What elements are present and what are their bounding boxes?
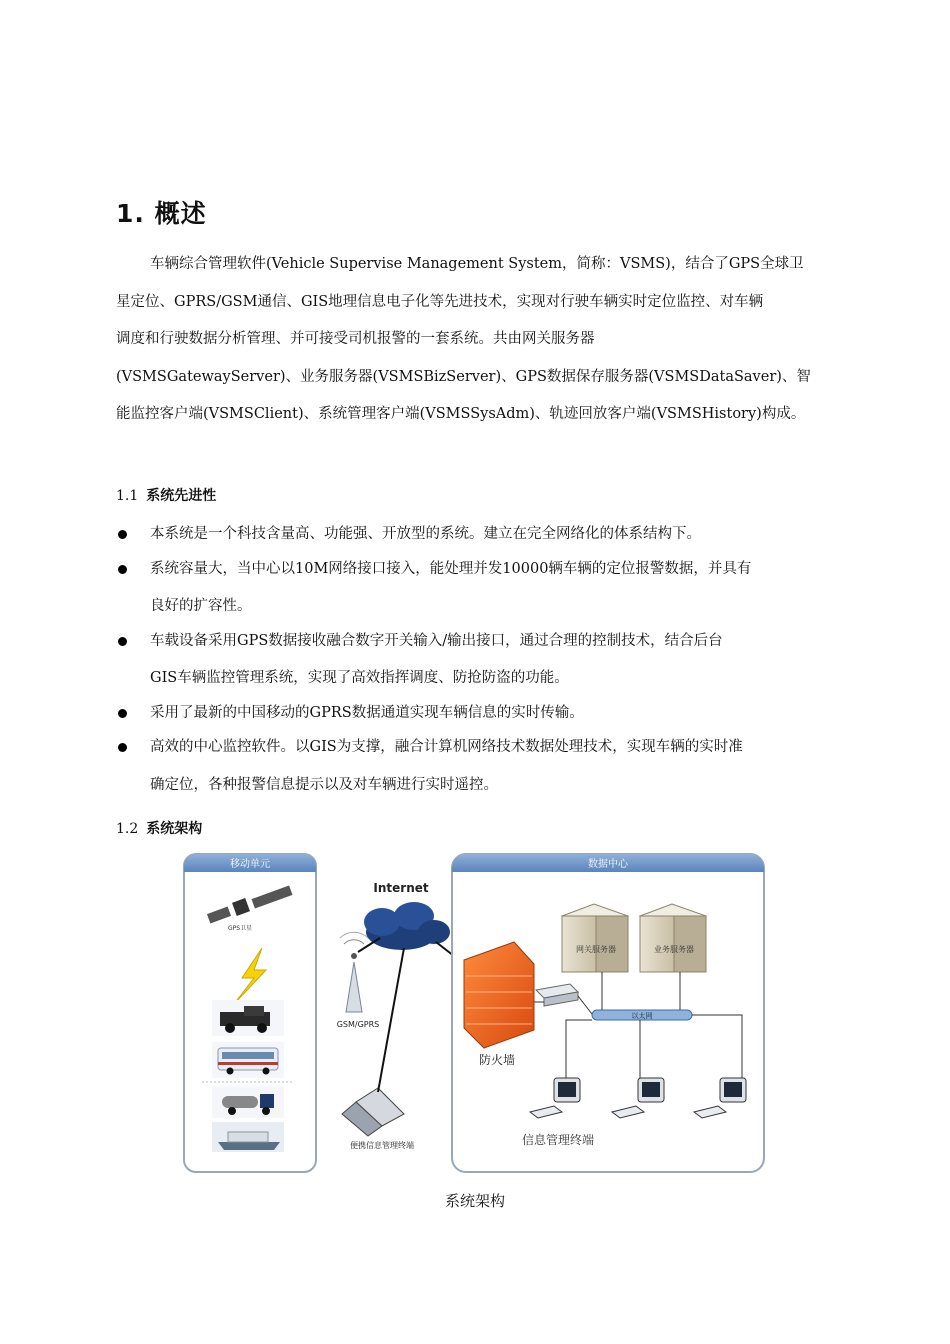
bullet-text: 高效的中心监控软件。以GIS为支撑，融合计算机网络技术数据处理技术，实现车辆的实时准: [150, 739, 743, 755]
mobile-unit-title: 移动单元: [230, 859, 270, 870]
tanker-truck-icon: [212, 1086, 284, 1118]
bullet-item: [116, 551, 840, 626]
terminals-label: 信息管理终端: [521, 1133, 595, 1147]
firewall-label: 防火墙: [478, 1053, 516, 1067]
bullet-text: GIS车辆监控管理系统，实现了高效指挥调度、防抢防盗的功能。: [150, 670, 569, 686]
bullet-text: 良好的扩容性。: [150, 598, 252, 614]
section-heading: [116, 194, 207, 230]
gateway-server-label: 网关服务器: [576, 945, 616, 954]
architecture-diagram: [182, 852, 768, 1178]
ethernet-label: 以太网: [631, 1012, 653, 1020]
bullet-item: [116, 695, 840, 733]
subsection-heading-1: [116, 485, 216, 505]
biz-server-label: 业务服务器: [654, 945, 694, 954]
intro-line: (VSMSGatewayServer)、业务服务器(VSMSBizServer)、GPS数据保存服务器(VSMSDataSaver)、智: [116, 368, 811, 385]
figure-caption: 系统架构: [444, 1192, 505, 1210]
bullet-text: 车载设备采用GPS数据接收融合数字开关输入/输出接口，通过合理的控制技术，结合后台: [150, 632, 723, 649]
section-number: 1.: [116, 199, 145, 228]
intro-line: 能监控客户端(VSMSClient)、系统管理客户端(VSMSSysAdm)、轨迹回放客户端(VSMSHistory)构成。: [116, 406, 806, 422]
ship-icon: [212, 1122, 284, 1152]
biz-server-icon: [640, 904, 706, 972]
datacenter-title: 数据中心: [588, 859, 628, 870]
gsm-tower-icon: [340, 932, 368, 1012]
intro-line: 车辆综合管理软件(Vehicle Supervise Management System，简称：VSMS)，结合了GPS全球卫: [150, 256, 804, 272]
bullet-dot-icon: [118, 565, 127, 574]
subsection-heading-2: [116, 818, 202, 838]
intro-line: 调度和行驶数据分析管理、并可接受司机报警的一套系统。共由网关服务器: [116, 331, 595, 347]
firewall-icon: [464, 942, 534, 1048]
bullet-item: [116, 516, 840, 554]
bullet-item: [116, 623, 840, 698]
bullet-text: 本系统是一个科技含量高、功能强、开放型的系统。建立在完全网络化的体系结构下。: [150, 526, 701, 542]
bullet-dot-icon: [118, 743, 127, 752]
portable-terminal-label: 便携信息管理终端: [350, 1141, 414, 1150]
bullet-text: 系统容量大，当中心以10M网络接口接入，能处理并发10000辆车辆的定位报警数据，并具有: [150, 560, 752, 577]
section-title: 概述: [154, 199, 207, 228]
bullet-text: 采用了最新的中国移动的GPRS数据通道实现车辆信息的实时传输。: [150, 704, 584, 721]
gsm-label: GSM/GPRS: [336, 1020, 380, 1029]
bullet-item: [116, 729, 840, 804]
bullet-dot-icon: [118, 709, 127, 718]
subsection-title: 系统先进性: [146, 488, 217, 504]
bullet-dot-icon: [118, 530, 127, 539]
bullet-text: 确定位，各种报警信息提示以及对车辆进行实时遥控。: [150, 776, 498, 793]
intro-paragraph: [116, 246, 838, 434]
gps-label: GPS卫星: [227, 925, 253, 932]
internet-label: Internet: [373, 881, 429, 895]
pickup-truck-icon: [212, 1000, 284, 1036]
mobile-unit-panel: [184, 854, 316, 1172]
intro-line: 星定位、GPRS/GSM通信、GIS地理信息电子化等先进技术，实现对行驶车辆实时定位监控、对车辆: [116, 293, 764, 310]
bus-icon: [212, 1042, 284, 1078]
subsection-number: 1.2: [116, 821, 139, 837]
bullet-dot-icon: [118, 637, 127, 646]
subsection-title: 系统架构: [146, 821, 203, 837]
feature-bullet-list: [116, 516, 840, 801]
gateway-server-icon: [562, 904, 628, 972]
subsection-number: 1.1: [116, 488, 139, 504]
laptop-icon: [342, 1088, 404, 1136]
